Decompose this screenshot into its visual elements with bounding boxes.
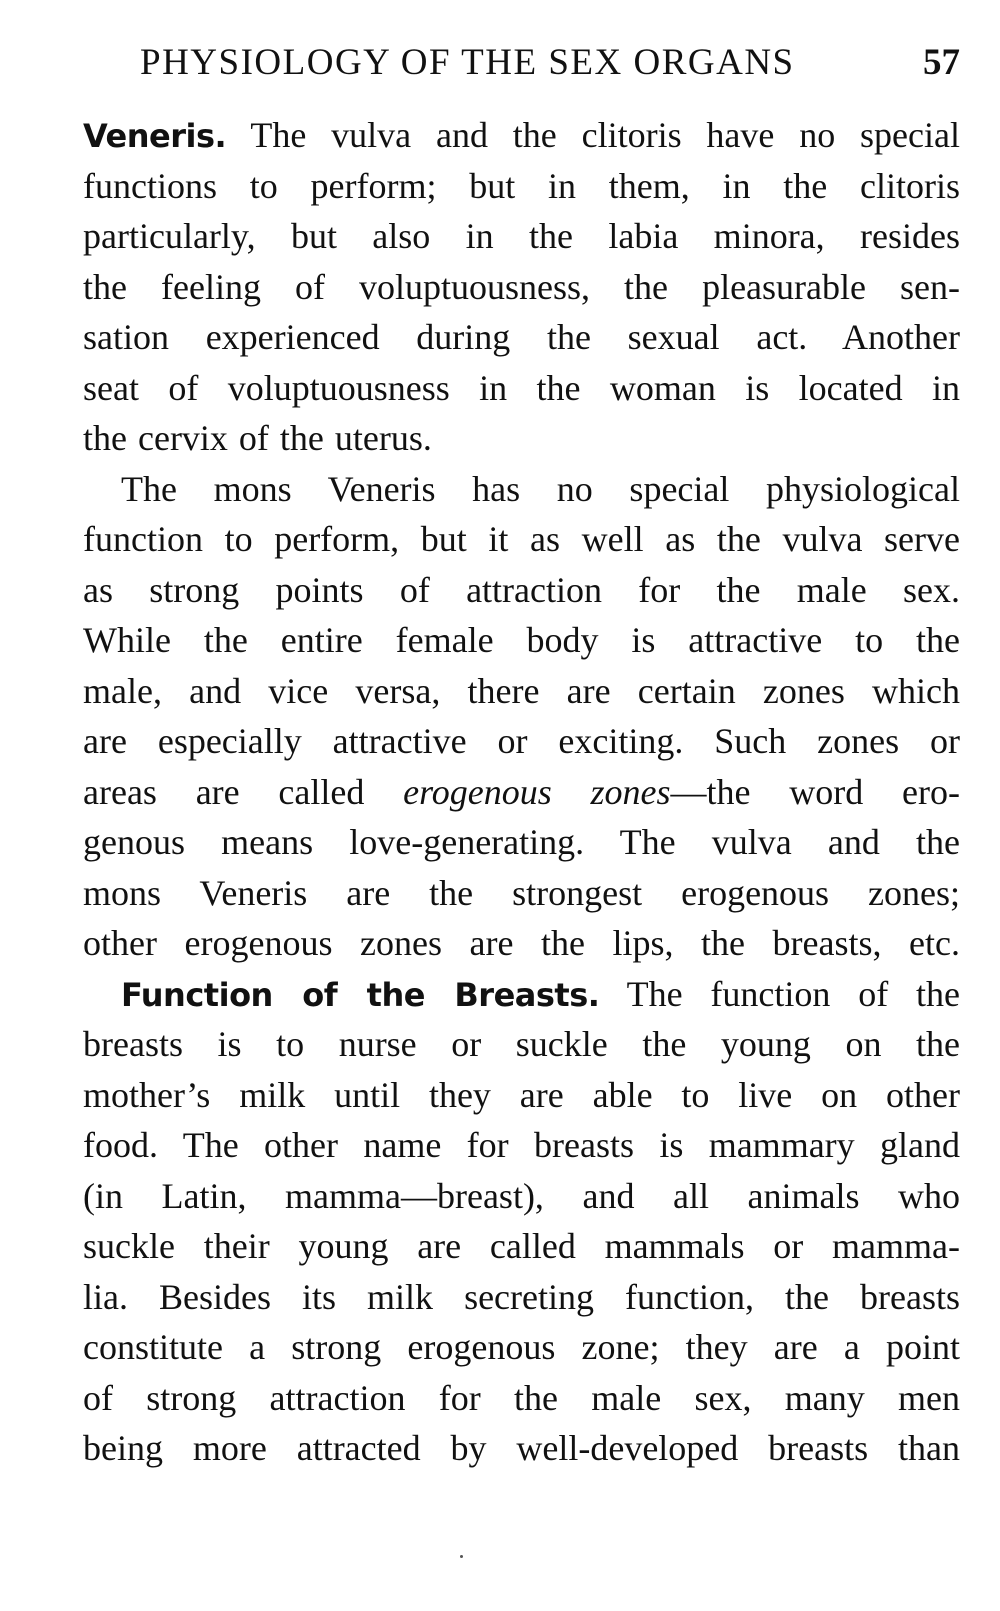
text-line: are especially attractive or exciting. Such zones or xyxy=(83,721,960,761)
text-line: sation experienced during the sexual act. Another xyxy=(83,317,960,357)
body-text xyxy=(83,110,960,1474)
run-in-heading: Function of the Breasts. xyxy=(121,975,600,1014)
text-line: seat of voluptuousness in the woman is located in xyxy=(83,367,960,408)
text-line: the feeling of voluptuousness, the pleasurable sen- xyxy=(83,266,960,307)
text-line: functions to perform; but in them, in the clitoris xyxy=(83,165,960,206)
text-line: constitute a strong erogenous zone; they are a point xyxy=(83,1327,960,1367)
text-line: as strong points of attraction for the male sex. xyxy=(83,569,960,610)
text-line: genous means love-generating. The vulva and the xyxy=(83,822,960,862)
text-line: being more attracted by well-developed breasts than xyxy=(83,1428,960,1468)
paragraph xyxy=(83,464,960,969)
text-line: male, and vice versa, there are certain zones which xyxy=(83,670,960,711)
text-line: the cervix of the uterus. xyxy=(83,418,432,458)
text-line: lia. Besides its milk secreting function, the breasts xyxy=(83,1276,960,1317)
text-line: The mons Veneris has no special physiological xyxy=(121,468,960,509)
text-line: function to perform, but it as well as the vulva serve xyxy=(83,519,960,559)
line-text: areas are called xyxy=(83,771,404,812)
text-line xyxy=(83,110,960,161)
run-in-heading: Veneris. xyxy=(83,117,227,155)
running-head xyxy=(140,38,960,88)
text-line: suckle their young are called mammals or mamma- xyxy=(83,1226,960,1266)
text-line xyxy=(83,969,960,1020)
text-line: While the entire female body is attractive to the xyxy=(83,620,960,660)
text-line: (in Latin, mamma—breast), and all animals who xyxy=(83,1175,960,1216)
text-line: particularly, but also in the labia minora, resides xyxy=(83,216,960,256)
paragraph xyxy=(83,110,960,464)
text-line: mother’s milk until they are able to live on other xyxy=(83,1074,960,1115)
text-line: mons Veneris are the strongest erogenous zones; xyxy=(83,872,960,913)
print-speck xyxy=(460,1555,463,1558)
line-text: The function of the xyxy=(599,973,960,1014)
paragraph xyxy=(83,969,960,1474)
line-text: —the word ero- xyxy=(670,771,961,812)
text-line xyxy=(83,767,960,818)
text-line: of strong attraction for the male sex, many men xyxy=(83,1377,960,1418)
page-number: 57 xyxy=(923,42,960,83)
italic-term: erogenous zones xyxy=(403,771,671,812)
text-line: food. The other name for breasts is mammary gland xyxy=(83,1125,960,1165)
line-text: The vulva and the clitoris have no special xyxy=(226,115,960,155)
text-line: breasts is to nurse or suckle the young on the xyxy=(83,1024,960,1064)
text-line: other erogenous zones are the lips, the breasts, etc. xyxy=(83,923,960,963)
running-head-title: PHYSIOLOGY OF THE SEX ORGANS xyxy=(140,42,795,83)
